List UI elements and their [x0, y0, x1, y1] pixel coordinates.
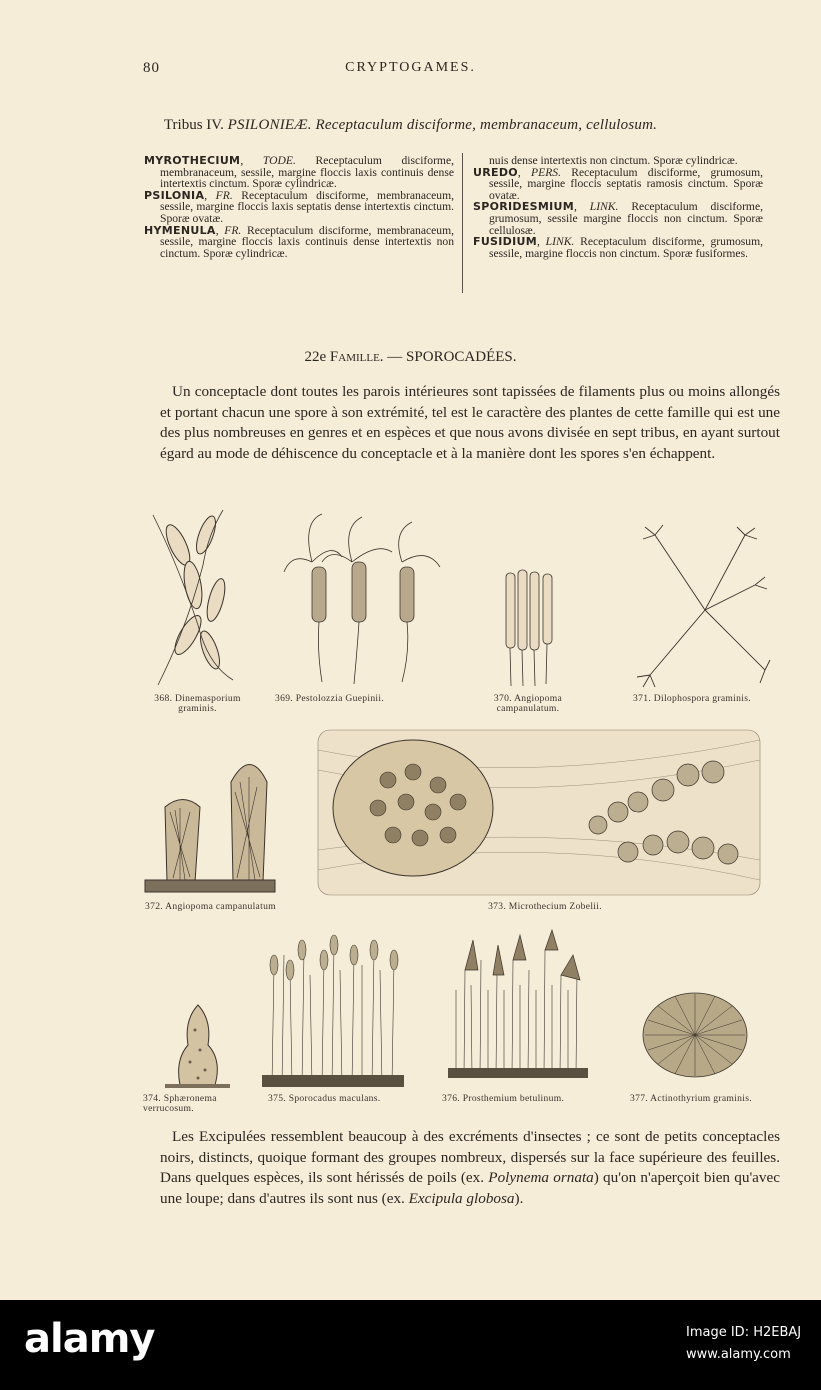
- genus-name: UREDO: [473, 165, 518, 179]
- figure-374-drawing: [160, 1000, 235, 1090]
- brand-logo: alamy: [24, 1316, 155, 1362]
- figure-number: 369.: [275, 693, 293, 704]
- genus-text: Receptaculum disciforme, membranaceum, sessile, margine floccis laxis continuis dense intertextis cinctum. Sporæ cylindricæ.: [160, 154, 454, 191]
- genera-column-right: [473, 155, 763, 259]
- figure-number: 373.: [488, 901, 507, 912]
- figure-368-caption: [140, 694, 255, 714]
- genus-entry: HYMENULA, FR. Receptaculum disciforme, membranaceum, sessile, margine floccis laxis continuis dense intertextis non cinctum. Sporæ cylindricæ.: [144, 223, 454, 260]
- tribus-label: Tribus IV.: [163, 117, 224, 133]
- figure-375-caption: [268, 1094, 408, 1104]
- page-number: 80: [143, 60, 160, 76]
- figure-370-drawing: [503, 568, 558, 688]
- image-id: Image ID: H2EBAJ: [686, 1325, 802, 1340]
- running-title: CRYPTOGAMES.: [345, 60, 476, 75]
- figure-number: 368.: [154, 693, 173, 704]
- figure-376-drawing: [448, 930, 588, 1082]
- figure-373-drawing: [318, 730, 760, 895]
- tribus-name: PSILONIEÆ.: [227, 117, 312, 133]
- column-separator: [462, 153, 463, 293]
- family-name: SPOROCADÉES.: [406, 349, 517, 365]
- site-url: www.alamy.com: [686, 1347, 791, 1362]
- figure-374-caption: [143, 1094, 253, 1114]
- figure-number: 375.: [268, 1093, 286, 1104]
- figure-number: 371.: [633, 693, 652, 704]
- tribus-description: Receptaculum disciforme, membranaceum, cellulosum.: [315, 117, 658, 133]
- figure-377-caption: [630, 1094, 782, 1104]
- figure-377-drawing: [640, 990, 750, 1080]
- figure-370-caption: [468, 694, 588, 714]
- figure-caption-text: Pestolozzia Guepinii.: [295, 693, 385, 704]
- closing-text-2: ) qu'on n'aperçoit bien qu'avec une loupe; dans d'autres ils sont nus (ex.: [160, 1169, 780, 1207]
- genus-text: Receptaculum disciforme, grumosum, sessile, margine floccis non cinctum. Sporæ fusiformes.: [489, 235, 763, 260]
- closing-italic-1: Polynema ornata: [488, 1169, 594, 1187]
- genus-author: TODE.: [262, 154, 296, 167]
- genus-text: Receptaculum disciforme, membranaceum, sessile, margine floccis laxis septatis dense intertextis cinctum. Sporæ ovatæ.: [160, 188, 454, 225]
- family-heading: [0, 349, 821, 366]
- figure-372-caption: [145, 902, 305, 912]
- genus-text: Receptaculum disciforme, grumosum, sessile, margine floccis septatis ramosis cinctum. Sporæ ovatæ.: [489, 165, 763, 202]
- figure-376-caption: [442, 1094, 602, 1104]
- genus-author: PERS.: [531, 165, 561, 179]
- genus-text-continuation: nuis dense intertextis non cinctum. Sporæ cylindricæ.: [489, 154, 738, 167]
- figure-373-caption: [470, 902, 620, 912]
- genus-author: FR.: [224, 223, 242, 237]
- tribus-heading: [0, 117, 821, 134]
- family-label: Famille.: [329, 349, 384, 365]
- figure-number: 374.: [143, 1093, 161, 1104]
- genus-text: Receptaculum disciforme, membranaceum, sessile, margine floccis laxis continuis dense intertextis non cinctum. Sporæ cylindricæ.: [160, 223, 454, 260]
- closing-text-3: ).: [514, 1189, 524, 1207]
- family-number: 22e: [304, 349, 327, 365]
- figure-369-caption: [275, 694, 405, 704]
- genus-entry: FUSIDIUM, LINK. Receptaculum disciforme, grumosum, sessile, margine floccis non cinctum. Sporæ fusiformes.: [473, 235, 763, 260]
- figure-caption-text: Angiopoma campanulatum.: [496, 693, 563, 714]
- figure-371-caption: [632, 694, 752, 704]
- figure-caption-text: Sporocadus maculans.: [288, 1093, 381, 1104]
- figure-number: 370.: [493, 693, 512, 704]
- intro-paragraph: [160, 382, 780, 464]
- genus-entry: UREDO, PERS. Receptaculum disciforme, grumosum, sessile, margine floccis septatis ramosis cinctum. Sporæ ovatæ.: [473, 165, 763, 202]
- closing-paragraph: [160, 1127, 780, 1209]
- figure-368-drawing: [148, 505, 243, 690]
- figure-caption-text: Microthecium Zobelii.: [508, 901, 602, 912]
- closing-text-1: Les Excipulées ressemblent beaucoup à des excréments d'insectes ; ce sont de petits conceptacles noirs, distincts, quoique formant des groupes nombreux, dispersés sur la face supérieure des feuilles. Dans quelques espèces, ils sont hérissés de poils (ex.: [160, 1128, 780, 1187]
- figure-number: 376.: [442, 1093, 460, 1104]
- figure-number: 377.: [630, 1093, 648, 1104]
- genus-name: MYROTHECIUM: [144, 154, 241, 167]
- genus-entry: MYROTHECIUM, TODE. Receptaculum disciforme, membranaceum, sessile, margine floccis laxis continuis dense intertextis cinctum. Sporæ cylindricæ.: [144, 154, 454, 191]
- figure-number: 372.: [145, 901, 163, 912]
- genera-column-left: [144, 155, 454, 259]
- genus-author: LINK.: [589, 200, 619, 214]
- figure-369-drawing: [282, 512, 442, 687]
- closing-italic-2: Excipula globosa: [408, 1189, 515, 1207]
- genus-entry: SPORIDESMIUM, LINK. Receptaculum disciforme, grumosum, sessile margine floccis non cinctum. Sporæ cellulosæ.: [473, 200, 763, 237]
- genus-author: FR.: [215, 188, 233, 202]
- genus-name: PSILONIA: [144, 188, 205, 202]
- figure-371-drawing: [625, 525, 770, 690]
- intro-text: Un conceptacle dont toutes les parois intérieures sont tapissées de filaments plus ou moins allongés et portant chacun une spore à son extrémité, tel est le caractère des plantes de cette famille qui est une des plus nombreuses en genres et en espèces et que nous avons divisée en sept tribus, en ayant surtout égard au mode de déhiscence du conceptacle et à la manière dont les spores s'en échappent.: [160, 383, 780, 462]
- family-dash: —: [387, 349, 403, 365]
- genus-text: Receptaculum disciforme, grumosum, sessile margine floccis non cinctum. Sporæ cellulosæ.: [489, 200, 763, 237]
- figure-caption-text: Prosthemium betulinum.: [462, 1093, 565, 1104]
- genus-author: LINK.: [545, 235, 575, 249]
- figure-caption-text: Sphæronema verrucosum.: [143, 1093, 217, 1114]
- figure-caption-text: Angiopoma campanulatum: [165, 901, 276, 912]
- genus-name: FUSIDIUM: [473, 235, 537, 249]
- figure-372-drawing: [145, 752, 275, 897]
- figure-caption-text: Dinemasporium graminis.: [174, 693, 241, 714]
- figure-caption-text: Dilophospora graminis.: [653, 693, 751, 704]
- genus-name: HYMENULA: [144, 223, 216, 237]
- figure-375-drawing: [262, 935, 404, 1090]
- genus-name: SPORIDESMIUM: [473, 200, 574, 214]
- figure-caption-text: Actinothyrium graminis.: [650, 1093, 752, 1104]
- genus-entry: PSILONIA, FR. Receptaculum disciforme, membranaceum, sessile, margine floccis laxis septatis dense intertextis cinctum. Sporæ ovatæ.: [144, 188, 454, 225]
